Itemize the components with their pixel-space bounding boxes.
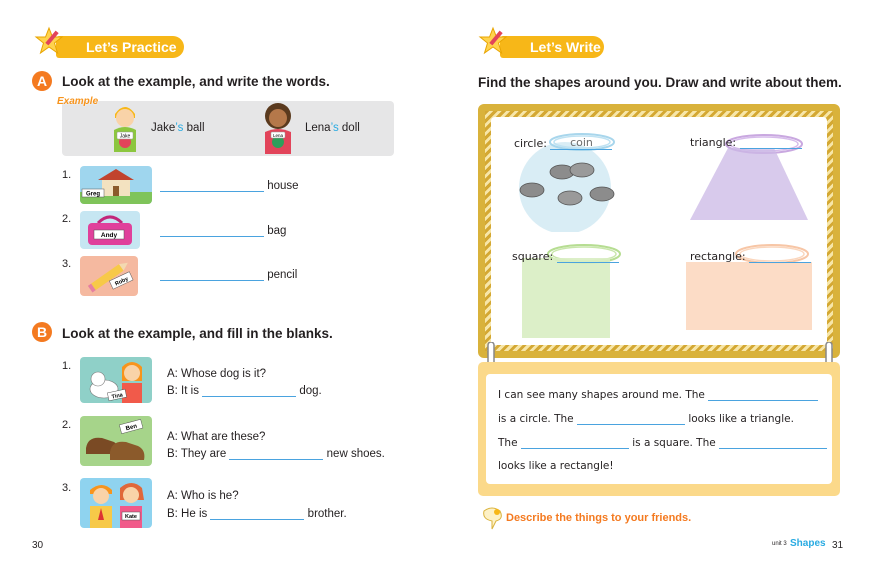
lena-tag: Lena bbox=[272, 132, 284, 138]
b-item-3-number: 3. bbox=[62, 482, 72, 494]
house-picture bbox=[80, 166, 152, 204]
describe-text: Describe the things to your friends. bbox=[506, 512, 692, 524]
lets-write-label: Let’s Write bbox=[530, 39, 601, 55]
b-item-3-blank[interactable] bbox=[210, 507, 304, 520]
square-blank[interactable] bbox=[557, 249, 619, 263]
b-item-2-question: A: What are these? bbox=[167, 431, 266, 443]
note-blank-2[interactable] bbox=[577, 412, 685, 425]
girl-dog-picture bbox=[80, 357, 152, 403]
jake-figure bbox=[108, 100, 142, 156]
left-page-number: 30 bbox=[32, 540, 44, 551]
a-item-1-number: 1. bbox=[62, 169, 72, 181]
note-blank-3[interactable] bbox=[521, 436, 629, 449]
note-line-2: is a circle. The looks like a triangle. bbox=[498, 413, 794, 425]
square-label: square: bbox=[512, 249, 619, 263]
b-item-3-question: A: Who is he? bbox=[167, 490, 239, 502]
b-item-1-question: A: Whose dog is it? bbox=[167, 368, 267, 380]
lets-practice-label: Let’s Practice bbox=[86, 39, 177, 55]
example-1-text: Jake’s ball bbox=[151, 122, 205, 134]
kate-tag: Kate bbox=[125, 514, 137, 520]
a-item-3-line: pencil bbox=[160, 268, 297, 281]
b-item-1-answer: B: It is dog. bbox=[167, 385, 322, 397]
a-item-1-blank[interactable] bbox=[160, 179, 264, 192]
star-pencil-icon-right bbox=[478, 26, 508, 56]
a-item-2-line: bag bbox=[160, 224, 286, 237]
b-item-1-blank[interactable] bbox=[202, 384, 296, 397]
a-item-3-blank[interactable] bbox=[160, 268, 264, 281]
a-item-2-number: 2. bbox=[62, 213, 72, 225]
circle-label: circle: coin bbox=[514, 136, 612, 150]
circle-answer[interactable]: coin bbox=[550, 136, 612, 150]
b-item-2-answer: B: They are new shoes. bbox=[167, 448, 385, 460]
ben-tag: Ben bbox=[125, 423, 138, 433]
star-pencil-icon bbox=[34, 26, 64, 56]
section-a-badge: A bbox=[32, 71, 52, 91]
roby-tag: Roby bbox=[114, 276, 130, 288]
writing-note bbox=[478, 362, 840, 496]
write-instruction: Find the shapes around you. Draw and write about them. bbox=[478, 75, 842, 90]
lets-write-banner bbox=[500, 36, 604, 58]
bag-picture bbox=[80, 211, 140, 249]
note-line-3: The is a square. The bbox=[498, 436, 827, 449]
lets-practice-banner bbox=[56, 36, 184, 58]
unit-label: unit 3 bbox=[772, 541, 787, 547]
b-item-1-number: 1. bbox=[62, 360, 72, 372]
rectangle-label: rectangle: bbox=[690, 249, 811, 263]
triangle-label: triangle: bbox=[690, 135, 802, 149]
b-item-3-answer: B: He is brother. bbox=[167, 508, 347, 520]
section-b-badge: B bbox=[32, 322, 52, 342]
note-line-1: I can see many shapes around me. The bbox=[498, 388, 818, 401]
section-a-heading: Look at the example, and write the words. bbox=[62, 74, 330, 89]
jake-tag: Jake bbox=[119, 133, 131, 140]
boy-girl-picture bbox=[80, 478, 152, 528]
pencil-picture bbox=[80, 256, 138, 296]
a-item-2-blank[interactable] bbox=[160, 224, 264, 237]
note-blank-4[interactable] bbox=[719, 436, 827, 449]
section-b-heading: Look at the example, and fill in the blanks. bbox=[62, 326, 333, 341]
tina-tag: Tina bbox=[111, 392, 124, 401]
b-item-2-blank[interactable] bbox=[229, 447, 323, 460]
greg-tag: Greg bbox=[85, 191, 101, 198]
andy-tag: Andy bbox=[100, 232, 118, 239]
note-blank-1[interactable] bbox=[708, 388, 818, 401]
note-line-4: looks like a rectangle! bbox=[498, 460, 614, 472]
b-item-2-number: 2. bbox=[62, 419, 72, 431]
rectangle-blank[interactable] bbox=[749, 249, 811, 263]
right-page-number: 31 bbox=[832, 540, 844, 551]
shoes-picture bbox=[80, 416, 152, 466]
triangle-blank[interactable] bbox=[740, 135, 802, 149]
example-2-text: Lena’s doll bbox=[305, 122, 360, 134]
unit-title: Shapes bbox=[790, 538, 826, 549]
a-item-1-line: house bbox=[160, 179, 299, 192]
a-item-3-number: 3. bbox=[62, 258, 72, 270]
lena-figure bbox=[258, 100, 298, 156]
speech-bubble-icon bbox=[480, 505, 504, 531]
example-tag: Example bbox=[57, 96, 99, 107]
